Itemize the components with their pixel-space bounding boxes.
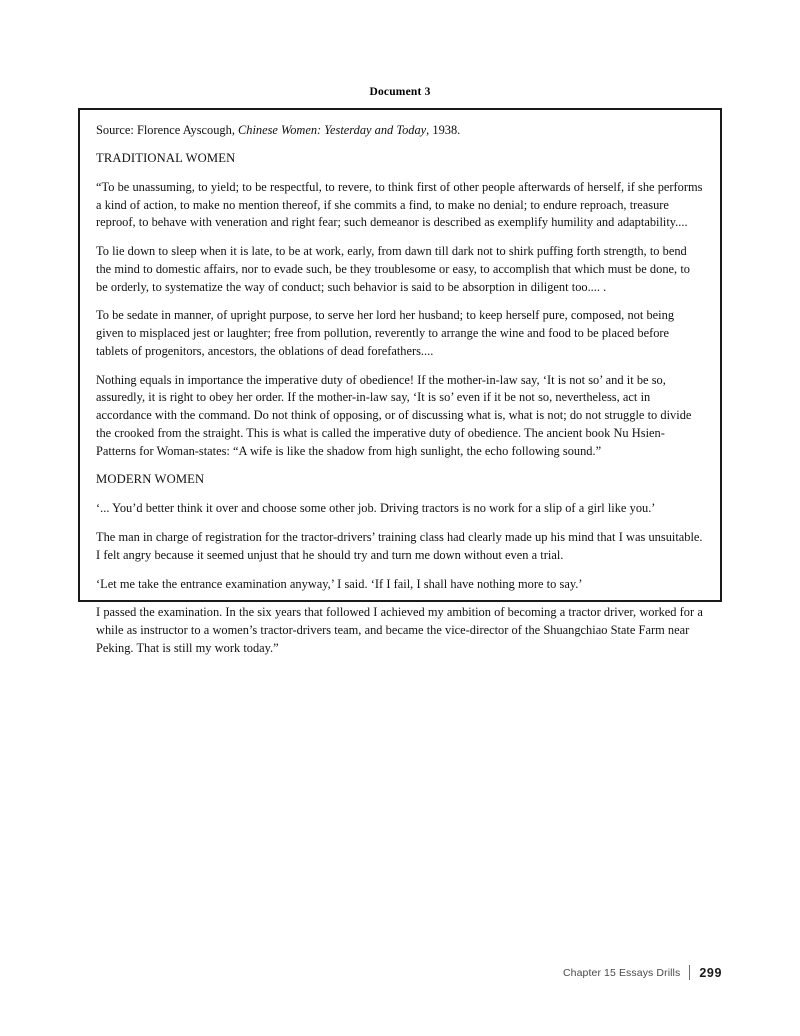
paragraph: I passed the examination. In the six years that followed I achieved my ambition of becoming a tractor driver, worked for a while as instructor to a women’s tractor-drivers team, and became the vice-director of the Shuangchiao State Farm near Peking. That is still my work today.” <box>96 605 703 655</box>
paragraph: Nothing equals in importance the imperative duty of obedience! If the mother-in-law say, ‘It is not so’ and it be so, assuredly, it is right to obey her order. If the mother-in-law say, ‘It is so’ even if it be not so, nevertheless, act in accordance with the command. Do not think of opposing, or of discussing what is, what is not; do not struggle to divide the crooked from the straight. This is what is called the imperative duty of obedience. The ancient book Nu Hsien-Patterns for Woman-states: “A wife is like the shadow from high sunlight, the echo following sound.” <box>96 372 692 458</box>
section-heading-traditional-women: TRADITIONAL WOMEN <box>96 150 236 165</box>
paragraph: ‘Let me take the entrance examination anyway,’ I said. ‘If I fail, I shall have nothing more to say.’ <box>96 576 583 591</box>
footer-page-number: 299 <box>699 965 722 980</box>
page-footer <box>563 965 722 980</box>
paragraph: To lie down to sleep when it is late, to be at work, early, from dawn till dark not to shirk puffing forth strength, to bend the mind to domestic affairs, nor to evade such, be they troublesome or easy, to accomplish that which must be done, to be orderly, to systematize the way of conduct; such behavior is said to be absorption in diligent too.... . <box>96 244 690 294</box>
paragraph: The man in charge of registration for the tractor-drivers’ training class had clearly made up his mind that I was unsuitable. I felt angry because it seemed unjust that he should try and turn me down without even a trial. <box>96 530 703 562</box>
source-citation <box>96 122 704 139</box>
paragraph: “To be unassuming, to yield; to be respectful, to revere, to think first of other people afterwards of herself, if she performs a kind of action, to make no mention thereof, if she commits a find, to make no denial; to endure reproach, treasure reproof, to behave with veneration and right fear; such demeanor is described as exemplify humility and adaptability.... <box>96 179 703 230</box>
footer-divider <box>689 965 690 980</box>
source-prefix: Source: Florence Ayscough, <box>96 123 239 137</box>
paragraph: To be sedate in manner, of upright purpose, to serve her lord her husband; to keep herself pure, composed, not being given to misplaced jest or laughter; free from pollution, reverently to arrange the wine and food to be placed before tablets of progenitors, ancestors, the oblations of dead forefathers.... <box>96 308 675 358</box>
source-title: Chinese Women: Yesterday and Today <box>238 123 427 137</box>
document-label: Document 3 <box>369 86 431 98</box>
section-heading-modern-women: MODERN WOMEN <box>96 472 205 487</box>
document-excerpt-box <box>78 108 722 655</box>
document-excerpt-content <box>80 110 720 668</box>
source-suffix: , 1938. <box>426 123 461 137</box>
paragraph: ‘... You’d better think it over and choose some other job. Driving tractors is no work for a slip of a girl like you.’ <box>96 501 656 516</box>
footer-chapter-label: Chapter 15 Essays Drills <box>562 966 681 979</box>
